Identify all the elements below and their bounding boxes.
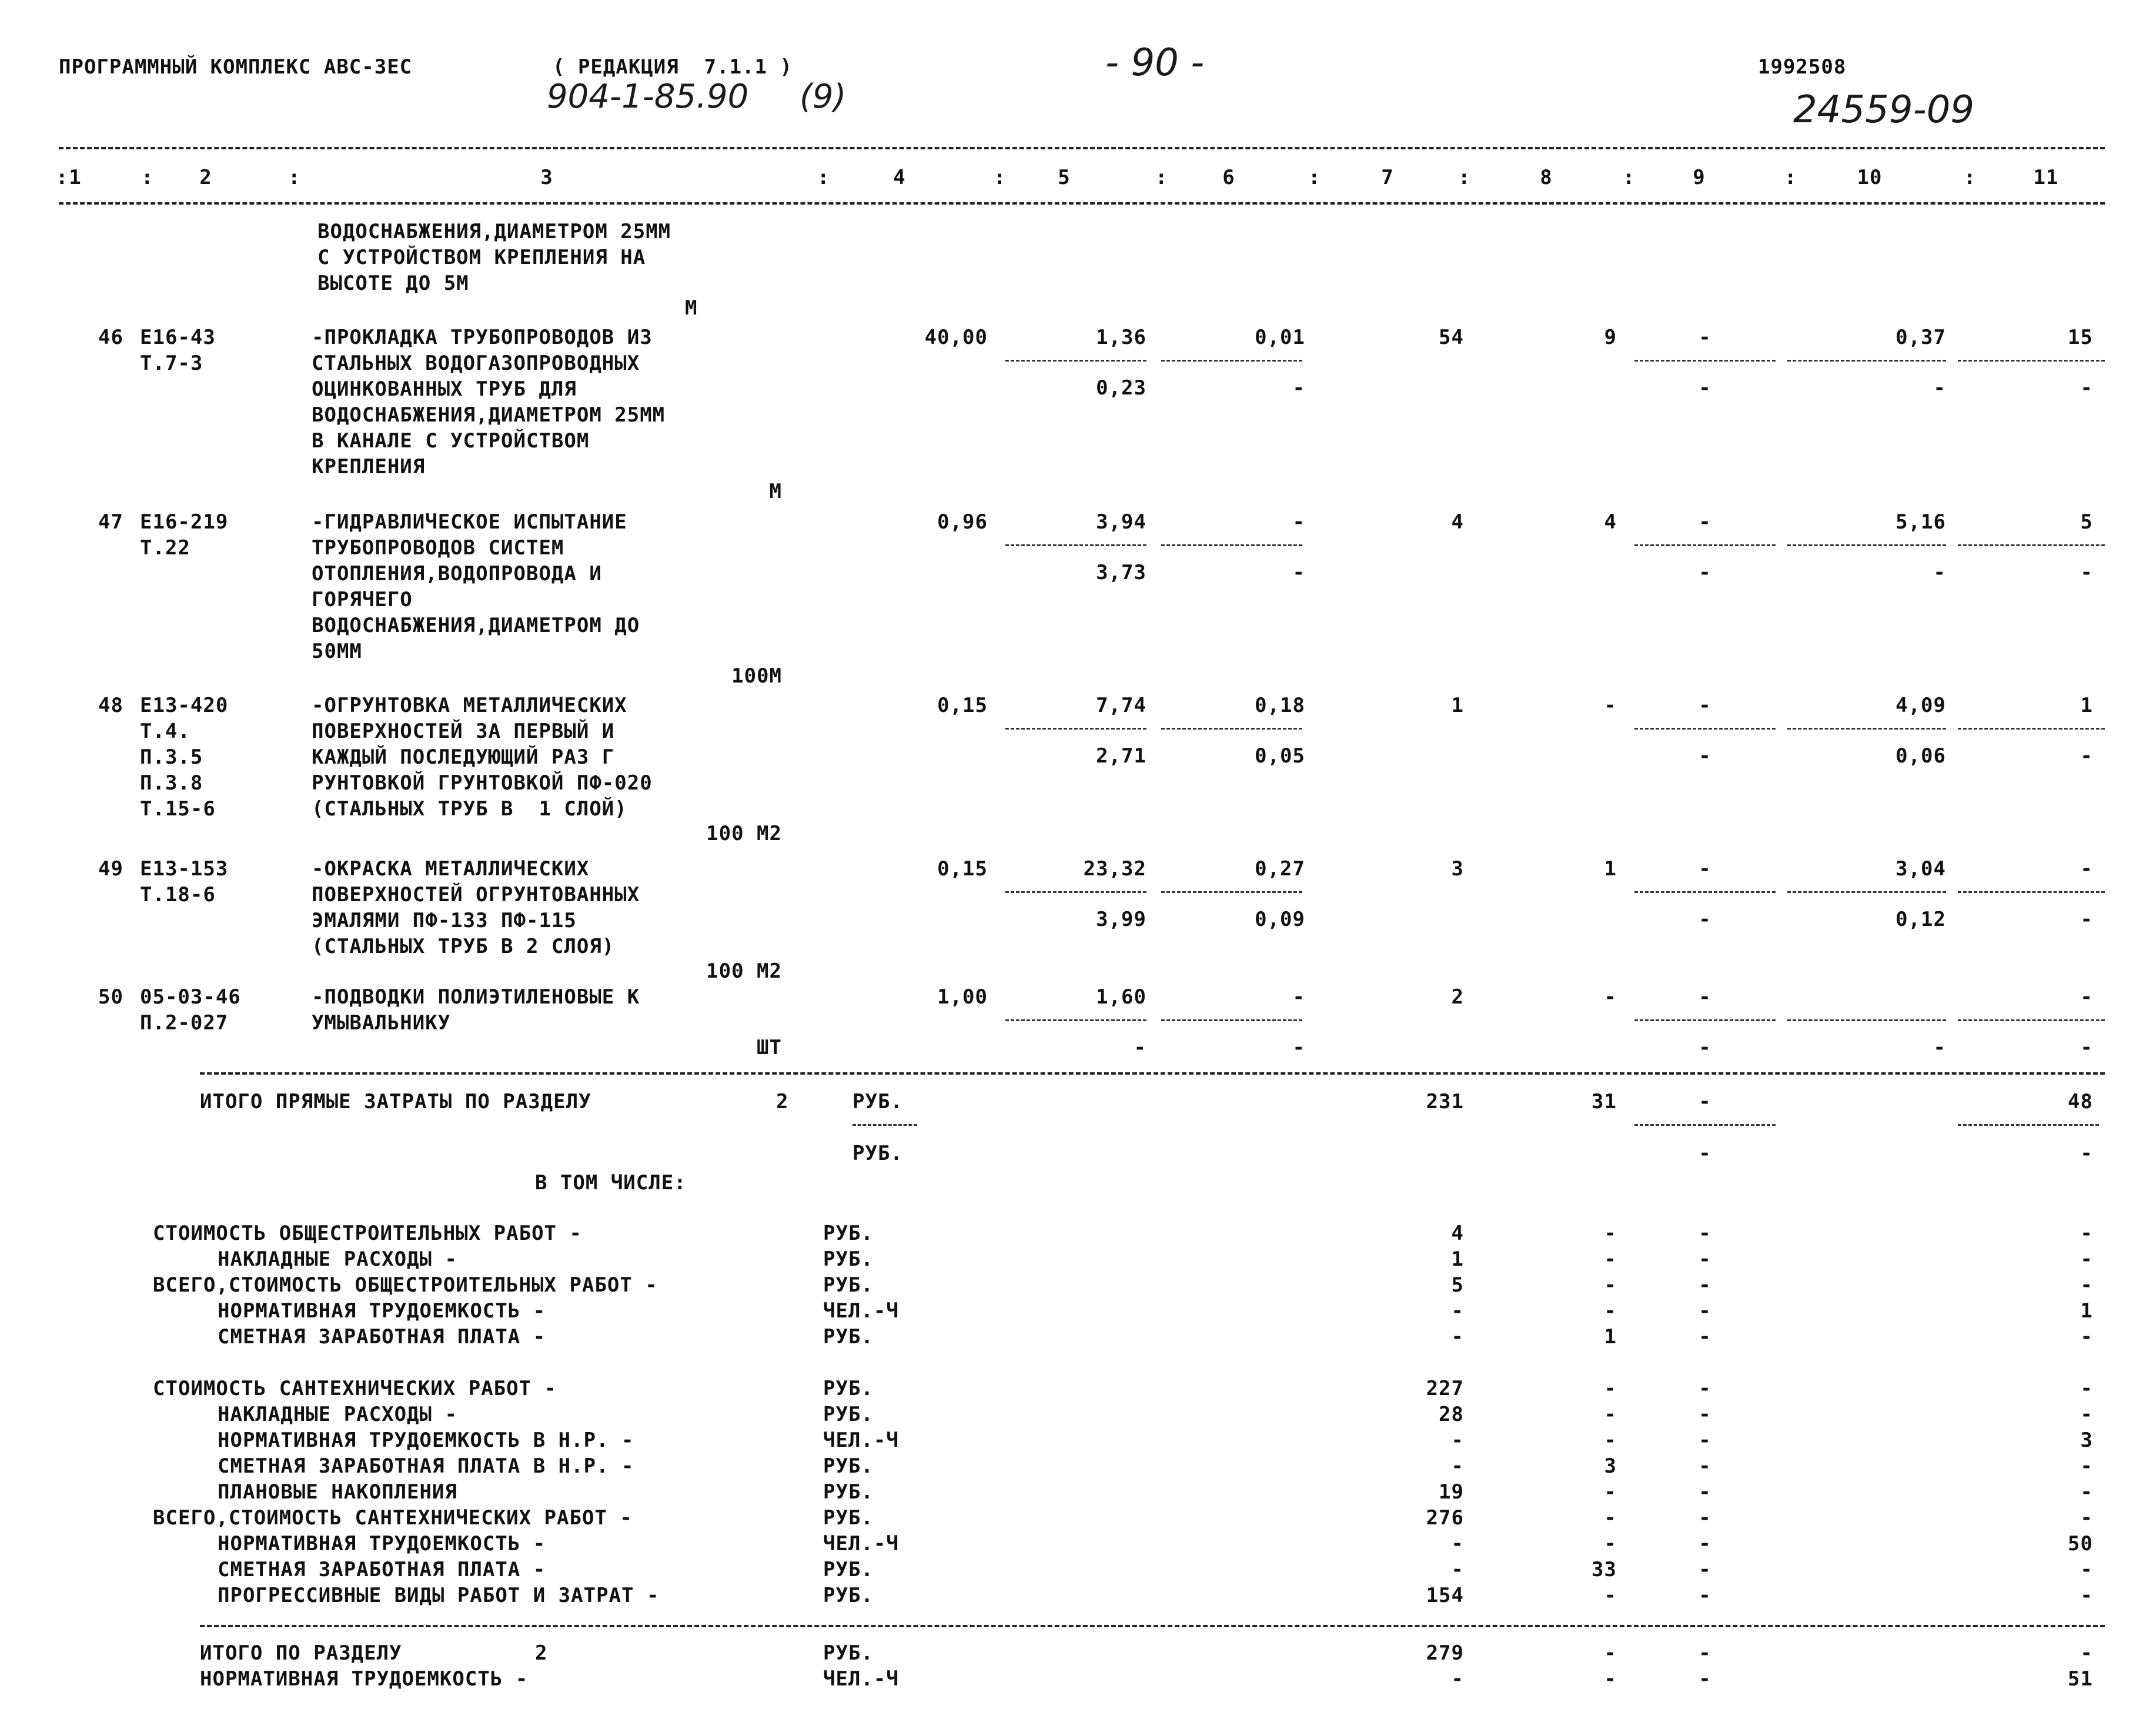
summary-col9: - — [1699, 1325, 1711, 1349]
row-col6-wages: - — [1292, 561, 1305, 584]
header-rule — [59, 202, 2105, 205]
row-col10-separator — [1787, 1019, 1946, 1021]
summary-col11: - — [2080, 1403, 2093, 1426]
summary-col7: 28 — [1439, 1403, 1464, 1426]
row-col8: 9 — [1604, 326, 1617, 349]
summary-col8: - — [1604, 1480, 1617, 1504]
row-col7: 1 — [1451, 694, 1464, 717]
summary-col8: - — [1604, 1532, 1617, 1556]
column-number: 11 — [2033, 166, 2059, 189]
row-description: 50ММ — [312, 640, 362, 663]
column-separator: : — [1458, 166, 1471, 189]
row-col11-separator — [1958, 728, 2105, 730]
summary-col8: - — [1604, 1222, 1617, 1245]
final-unit: РУБ. — [823, 1641, 874, 1665]
summary-col8: - — [1604, 1506, 1617, 1530]
summary-col11: - — [2080, 1584, 2093, 1607]
summary-label: ВСЕГО,СТОИМОСТЬ ОБЩЕСТРОИТЕЛЬНЫХ РАБОТ - — [153, 1273, 658, 1297]
row-col5-separator — [1005, 360, 1146, 362]
row-col11: 1 — [2080, 694, 2093, 717]
row-col5-total: 7,74 — [1096, 694, 1146, 717]
summary-col11: - — [2080, 1377, 2093, 1400]
continued-line: С УСТРОЙСТВОМ КРЕПЛЕНИЯ НА — [317, 246, 646, 269]
row-col9: - — [1699, 694, 1711, 717]
row-col6-separator — [1161, 360, 1302, 362]
row-col5-total: 1,36 — [1096, 326, 1146, 349]
row-description: ПОВЕРХНОСТЕЙ ЗА ПЕРВЫЙ И — [312, 720, 615, 743]
row-code: Е13-420 — [140, 694, 229, 717]
final-col7: - — [1451, 1667, 1464, 1691]
row-description: (СТАЛЬНЫХ ТРУБ В 1 СЛОЙ) — [312, 797, 627, 821]
total-unit-separator — [852, 1124, 917, 1126]
row-col6-total: 0,01 — [1255, 326, 1305, 349]
summary-unit: ЧЕЛ.-Ч — [823, 1429, 899, 1452]
final-col9: - — [1699, 1641, 1711, 1665]
row-unit: 100М — [731, 664, 782, 688]
row-col11-second: - — [2080, 561, 2093, 584]
row-code: Т.7-3 — [140, 352, 203, 375]
row-col8: 1 — [1604, 857, 1617, 881]
continued-line: ВЫСОТЕ ДО 5М — [317, 272, 469, 295]
summary-col8: - — [1604, 1377, 1617, 1400]
summary-col9: - — [1699, 1584, 1711, 1607]
summary-col9: - — [1699, 1403, 1711, 1426]
row-col6-separator — [1161, 544, 1302, 546]
summary-label: НОРМАТИВНАЯ ТРУДОЕМКОСТЬ - — [218, 1532, 546, 1556]
row-code: П.3.8 — [140, 771, 203, 795]
row-col11: - — [2080, 985, 2093, 1009]
row-col7: 54 — [1439, 326, 1464, 349]
row-col10: 0,37 — [1895, 326, 1946, 349]
row-col10: 4,09 — [1895, 694, 1946, 717]
total-col8: 31 — [1592, 1090, 1617, 1113]
row-number: 48 — [98, 694, 123, 717]
column-number: 10 — [1857, 166, 1883, 189]
total-label: ИТОГО ПРЯМЫЕ ЗАТРАТЫ ПО РАЗДЕЛУ — [200, 1090, 591, 1113]
row-col9-second: - — [1699, 744, 1711, 768]
row-col11: - — [2080, 857, 2093, 881]
row-col10: 5,16 — [1895, 510, 1946, 534]
row-col11: 5 — [2080, 510, 2093, 534]
column-separator: : — [817, 166, 830, 189]
row-col6-wages: - — [1292, 376, 1305, 400]
column-number: 2 — [199, 166, 212, 189]
top-rule — [59, 147, 2105, 149]
summary-col7: 154 — [1426, 1584, 1464, 1607]
column-separator: : — [288, 166, 301, 189]
row-col7: 4 — [1451, 510, 1464, 534]
row-code: Е13-153 — [140, 857, 229, 881]
summary-col11: - — [2080, 1558, 2093, 1581]
summary-col11: - — [2080, 1325, 2093, 1349]
summary-label: НАКЛАДНЫЕ РАСХОДЫ - — [218, 1247, 457, 1271]
row-col6-wages: - — [1292, 1036, 1305, 1059]
row-col8: 4 — [1604, 510, 1617, 534]
row-col6-wages: 0,05 — [1255, 744, 1305, 768]
column-number: 4 — [893, 166, 906, 189]
summary-col11: - — [2080, 1506, 2093, 1530]
summary-col9: - — [1699, 1273, 1711, 1297]
final-col8: - — [1604, 1667, 1617, 1691]
row-col10-separator — [1787, 891, 1946, 893]
summary-col7: 19 — [1439, 1480, 1464, 1504]
final-col11: - — [2080, 1641, 2093, 1665]
program-name: ПРОГРАММНЫЙ КОМПЛЕКС АВС-3ЕС — [59, 55, 413, 79]
row-col11-second: - — [2080, 1036, 2093, 1059]
row-code: Т.18-6 — [140, 883, 216, 907]
totals-rule — [200, 1072, 2105, 1075]
summary-col7: - — [1451, 1558, 1464, 1581]
summary-unit: ЧЕЛ.-Ч — [823, 1532, 899, 1556]
row-number: 47 — [98, 510, 123, 534]
row-description: ОЦИНКОВАННЫХ ТРУБ ДЛЯ — [312, 377, 577, 401]
row-unit: 100 М2 — [706, 822, 782, 845]
column-number: 8 — [1540, 166, 1553, 189]
column-separator: : — [994, 166, 1007, 189]
summary-unit: РУБ. — [823, 1506, 874, 1530]
row-description: ВОДОСНАБЖЕНИЯ,ДИАМЕТРОМ ДО — [312, 614, 640, 637]
row-col11: 15 — [2068, 326, 2093, 349]
row-code: П.3.5 — [140, 745, 203, 769]
row-col6-separator — [1161, 728, 1302, 730]
row-col5-separator — [1005, 544, 1146, 546]
summary-col7: - — [1451, 1299, 1464, 1323]
row-description: ОТОПЛЕНИЯ,ВОДОПРОВОДА И — [312, 562, 602, 586]
row-col9-second: - — [1699, 376, 1711, 400]
row-col7: 2 — [1451, 985, 1464, 1009]
summary-unit: РУБ. — [823, 1480, 874, 1504]
row-col11-second: - — [2080, 744, 2093, 768]
column-number: 5 — [1058, 166, 1071, 189]
final-col9: - — [1699, 1667, 1711, 1691]
column-number: 6 — [1222, 166, 1235, 189]
row-description: ТРУБОПРОВОДОВ СИСТЕМ — [312, 536, 564, 560]
including-label: В ТОМ ЧИСЛЕ: — [535, 1171, 687, 1195]
row-col11-separator — [1958, 544, 2105, 546]
column-separator: : — [141, 166, 154, 189]
row-col9: - — [1699, 857, 1711, 881]
row-quantity: 1,00 — [937, 985, 988, 1009]
row-col9-separator — [1634, 360, 1776, 362]
summary-col8: - — [1604, 1299, 1617, 1323]
row-col8: - — [1604, 985, 1617, 1009]
summary-col7: 1 — [1451, 1247, 1464, 1271]
row-col5-separator — [1005, 728, 1146, 730]
final-col11: 51 — [2068, 1667, 2093, 1691]
registry-number: 24559-09 — [1793, 88, 1975, 132]
summary-label: СМЕТНАЯ ЗАРАБОТНАЯ ПЛАТА - — [218, 1558, 546, 1581]
row-col10-second: 0,12 — [1895, 908, 1946, 931]
row-code: Е16-43 — [140, 326, 216, 349]
edition-label: ( РЕДАКЦИЯ 7.1.1 ) — [553, 55, 793, 79]
row-description: ЭМАЛЯМИ ПФ-133 ПФ-115 — [312, 909, 577, 932]
column-separator: : — [1784, 166, 1797, 189]
summary-col9: - — [1699, 1429, 1711, 1452]
summary-col7: - — [1451, 1532, 1464, 1556]
final-unit: ЧЕЛ.-Ч — [823, 1667, 899, 1691]
row-description: УМЫВАЛЬНИКУ — [312, 1011, 451, 1035]
row-description: -ОКРАСКА МЕТАЛЛИЧЕСКИХ — [312, 857, 590, 881]
summary-col7: 227 — [1426, 1377, 1464, 1400]
row-description: КАЖДЫЙ ПОСЛЕДУЮЩИЙ РАЗ Г — [312, 745, 615, 769]
summary-unit: ЧЕЛ.-Ч — [823, 1299, 899, 1323]
row-col5-wages: 3,73 — [1096, 561, 1146, 584]
row-quantity: 0,15 — [937, 694, 988, 717]
summary-col7: - — [1451, 1325, 1464, 1349]
summary-col7: 5 — [1451, 1273, 1464, 1297]
summary-col7: 4 — [1451, 1222, 1464, 1245]
row-col9: - — [1699, 326, 1711, 349]
row-col10-separator — [1787, 360, 1946, 362]
row-description: СТАЛЬНЫХ ВОДОГАЗОПРОВОДНЫХ — [312, 352, 640, 375]
doc-code: 1992508 — [1758, 55, 1847, 79]
row-unit: ШТ — [757, 1036, 782, 1059]
row-col5-wages: 0,23 — [1096, 376, 1146, 400]
summary-col9: - — [1699, 1377, 1711, 1400]
summary-unit: РУБ. — [823, 1247, 874, 1271]
column-number: 7 — [1381, 166, 1394, 189]
summary-col11: 3 — [2080, 1429, 2093, 1452]
row-unit: 100 М2 — [706, 959, 782, 983]
column-separator: : — [1155, 166, 1168, 189]
total-col11-separator — [1958, 1124, 2099, 1126]
summary-label: ВСЕГО,СТОИМОСТЬ САНТЕХНИЧЕСКИХ РАБОТ - — [153, 1506, 633, 1530]
summary-col8: - — [1604, 1403, 1617, 1426]
row-col5-total: 1,60 — [1096, 985, 1146, 1009]
row-col10-separator — [1787, 544, 1946, 546]
row-description: ВОДОСНАБЖЕНИЯ,ДИАМЕТРОМ 25ММ — [312, 403, 666, 427]
summary-label: ПРОГРЕССИВНЫЕ ВИДЫ РАБОТ И ЗАТРАТ - — [218, 1584, 660, 1607]
column-separator: : — [1308, 166, 1321, 189]
summary-col9: - — [1699, 1506, 1711, 1530]
row-col9-separator — [1634, 891, 1776, 893]
summary-col9: - — [1699, 1247, 1711, 1271]
row-col9: - — [1699, 985, 1711, 1009]
summary-unit: РУБ. — [823, 1325, 874, 1349]
row-number: 46 — [98, 326, 123, 349]
summary-label: СМЕТНАЯ ЗАРАБОТНАЯ ПЛАТА В Н.Р. - — [218, 1454, 634, 1478]
row-col5-total: 23,32 — [1083, 857, 1146, 881]
row-unit: М — [769, 480, 782, 503]
row-code: Т.15-6 — [140, 797, 216, 821]
row-col6-total: - — [1292, 510, 1305, 534]
row-col10-second: - — [1933, 1036, 1946, 1059]
row-quantity: 40,00 — [924, 326, 988, 349]
column-separator: : — [1964, 166, 1977, 189]
row-col5-wages: 2,71 — [1096, 744, 1146, 768]
row-col9-second: - — [1699, 908, 1711, 931]
row-col5-separator — [1005, 891, 1146, 893]
summary-col9: - — [1699, 1222, 1711, 1245]
row-col5-wages: - — [1134, 1036, 1146, 1059]
summary-col7: - — [1451, 1429, 1464, 1452]
row-col11-second: - — [2080, 908, 2093, 931]
summary-col9: - — [1699, 1480, 1711, 1504]
summary-label: СТОИМОСТЬ ОБЩЕСТРОИТЕЛЬНЫХ РАБОТ - — [153, 1222, 582, 1245]
row-description: -ОГРУНТОВКА МЕТАЛЛИЧЕСКИХ — [312, 694, 627, 717]
summary-col9: - — [1699, 1532, 1711, 1556]
total-col11-second: - — [2080, 1142, 2093, 1165]
summary-col11: - — [2080, 1454, 2093, 1478]
summary-label: СТОИМОСТЬ САНТЕХНИЧЕСКИХ РАБОТ - — [153, 1377, 557, 1400]
total-col11: 48 — [2068, 1090, 2093, 1113]
row-col10-second: 0,06 — [1895, 744, 1946, 768]
summary-col8: - — [1604, 1273, 1617, 1297]
row-number: 50 — [98, 985, 123, 1009]
row-description: ГОРЯЧЕГО — [312, 588, 413, 611]
row-col10-separator — [1787, 728, 1946, 730]
row-col6-wages: 0,09 — [1255, 908, 1305, 931]
summary-unit: РУБ. — [823, 1377, 874, 1400]
row-description: -ПРОКЛАДКА ТРУБОПРОВОДОВ ИЗ — [312, 326, 653, 349]
summary-label: НОРМАТИВНАЯ ТРУДОЕМКОСТЬ - — [218, 1299, 546, 1323]
final-col8: - — [1604, 1641, 1617, 1665]
row-col5-total: 3,94 — [1096, 510, 1146, 534]
row-col9: - — [1699, 510, 1711, 534]
row-col6-separator — [1161, 1019, 1302, 1021]
column-separator: : — [1623, 166, 1636, 189]
row-quantity: 0,96 — [937, 510, 988, 534]
row-col6-total: - — [1292, 985, 1305, 1009]
row-code: Т.4. — [140, 720, 190, 743]
row-col11-separator — [1958, 891, 2105, 893]
row-col10: 3,04 — [1895, 857, 1946, 881]
row-col9-second: - — [1699, 1036, 1711, 1059]
row-description: В КАНАЛЕ С УСТРОЙСТВОМ — [312, 429, 590, 453]
row-col10-second: - — [1933, 561, 1946, 584]
summary-unit: РУБ. — [823, 1454, 874, 1478]
row-quantity: 0,15 — [937, 857, 988, 881]
row-description: КРЕПЛЕНИЯ — [312, 455, 426, 479]
summary-unit: РУБ. — [823, 1584, 874, 1607]
summary-col7: - — [1451, 1454, 1464, 1478]
row-col11-separator — [1958, 360, 2105, 362]
row-col8: - — [1604, 694, 1617, 717]
summary-col11: - — [2080, 1480, 2093, 1504]
summary-col8: 33 — [1592, 1558, 1617, 1581]
summary-col11: 50 — [2068, 1532, 2093, 1556]
row-description: -ПОДВОДКИ ПОЛИЭТИЛЕНОВЫЕ К — [312, 985, 640, 1009]
row-col7: 3 — [1451, 857, 1464, 881]
column-separator: : — [56, 166, 69, 189]
album-number: (9) — [800, 78, 847, 116]
final-label: ИТОГО ПО РАЗДЕЛУ — [200, 1641, 402, 1665]
row-code: П.2-027 — [140, 1011, 229, 1035]
total-col9: - — [1699, 1090, 1711, 1113]
summary-col9: - — [1699, 1558, 1711, 1581]
row-number: 49 — [98, 857, 123, 881]
row-code: Т.22 — [140, 536, 190, 560]
total-col9-separator — [1634, 1124, 1776, 1126]
summary-col8: - — [1604, 1247, 1617, 1271]
summary-unit: РУБ. — [823, 1558, 874, 1581]
row-col10-second: - — [1933, 376, 1946, 400]
project-code: 904-1-85.90 — [547, 78, 749, 116]
row-col6-separator — [1161, 891, 1302, 893]
summary-col11: 1 — [2080, 1299, 2093, 1323]
row-code: 05-03-46 — [140, 985, 241, 1009]
total-section: 2 — [776, 1090, 789, 1113]
summary-unit: РУБ. — [823, 1222, 874, 1245]
summary-label: НОРМАТИВНАЯ ТРУДОЕМКОСТЬ В Н.Р. - — [218, 1429, 634, 1452]
column-number: 1 — [69, 166, 82, 189]
summary-col8: 1 — [1604, 1325, 1617, 1349]
row-description: -ГИДРАВЛИЧЕСКОЕ ИСПЫТАНИЕ — [312, 510, 627, 534]
summary-col8: - — [1604, 1584, 1617, 1607]
column-number: 9 — [1693, 166, 1706, 189]
row-description: РУНТОВКОЙ ГРУНТОВКОЙ ПФ-020 — [312, 771, 653, 795]
summary-col9: - — [1699, 1454, 1711, 1478]
total-unit-second: РУБ. — [852, 1142, 903, 1165]
total-unit: РУБ. — [852, 1090, 903, 1113]
summary-col11: - — [2080, 1222, 2093, 1245]
row-description: ПОВЕРХНОСТЕЙ ОГРУНТОВАННЫХ — [312, 883, 640, 907]
total-col9-second: - — [1699, 1142, 1711, 1165]
summary-label: НАКЛАДНЫЕ РАСХОДЫ - — [218, 1403, 457, 1426]
final-rule — [200, 1625, 2105, 1627]
final-label: НОРМАТИВНАЯ ТРУДОЕМКОСТЬ - — [200, 1667, 529, 1691]
summary-col11: - — [2080, 1273, 2093, 1297]
final-col7: 279 — [1426, 1641, 1464, 1665]
final-section: 2 — [535, 1641, 548, 1665]
page-number: - 90 - — [1105, 41, 1205, 85]
summary-col9: - — [1699, 1299, 1711, 1323]
row-col9-separator — [1634, 544, 1776, 546]
row-col9-separator — [1634, 728, 1776, 730]
summary-unit: РУБ. — [823, 1273, 874, 1297]
column-number: 3 — [540, 166, 553, 189]
row-col6-total: 0,18 — [1255, 694, 1305, 717]
summary-col7: 276 — [1426, 1506, 1464, 1530]
row-col9-separator — [1634, 1019, 1776, 1021]
row-code: Е16-219 — [140, 510, 229, 534]
summary-label: ПЛАНОВЫЕ НАКОПЛЕНИЯ — [218, 1480, 457, 1504]
row-col9-second: - — [1699, 561, 1711, 584]
continued-unit: М — [685, 296, 698, 320]
total-col7: 231 — [1426, 1090, 1464, 1113]
summary-col11: - — [2080, 1247, 2093, 1271]
summary-col8: - — [1604, 1429, 1617, 1452]
row-col11-separator — [1958, 1019, 2105, 1021]
summary-label: СМЕТНАЯ ЗАРАБОТНАЯ ПЛАТА - — [218, 1325, 546, 1349]
row-col5-wages: 3,99 — [1096, 908, 1146, 931]
summary-col8: 3 — [1604, 1454, 1617, 1478]
row-description: (СТАЛЬНЫХ ТРУБ В 2 СЛОЯ) — [312, 935, 615, 958]
row-col6-total: 0,27 — [1255, 857, 1305, 881]
row-col5-separator — [1005, 1019, 1146, 1021]
summary-unit: РУБ. — [823, 1403, 874, 1426]
row-col11-second: - — [2080, 376, 2093, 400]
continued-line: ВОДОСНАБЖЕНИЯ,ДИАМЕТРОМ 25ММ — [317, 220, 671, 243]
